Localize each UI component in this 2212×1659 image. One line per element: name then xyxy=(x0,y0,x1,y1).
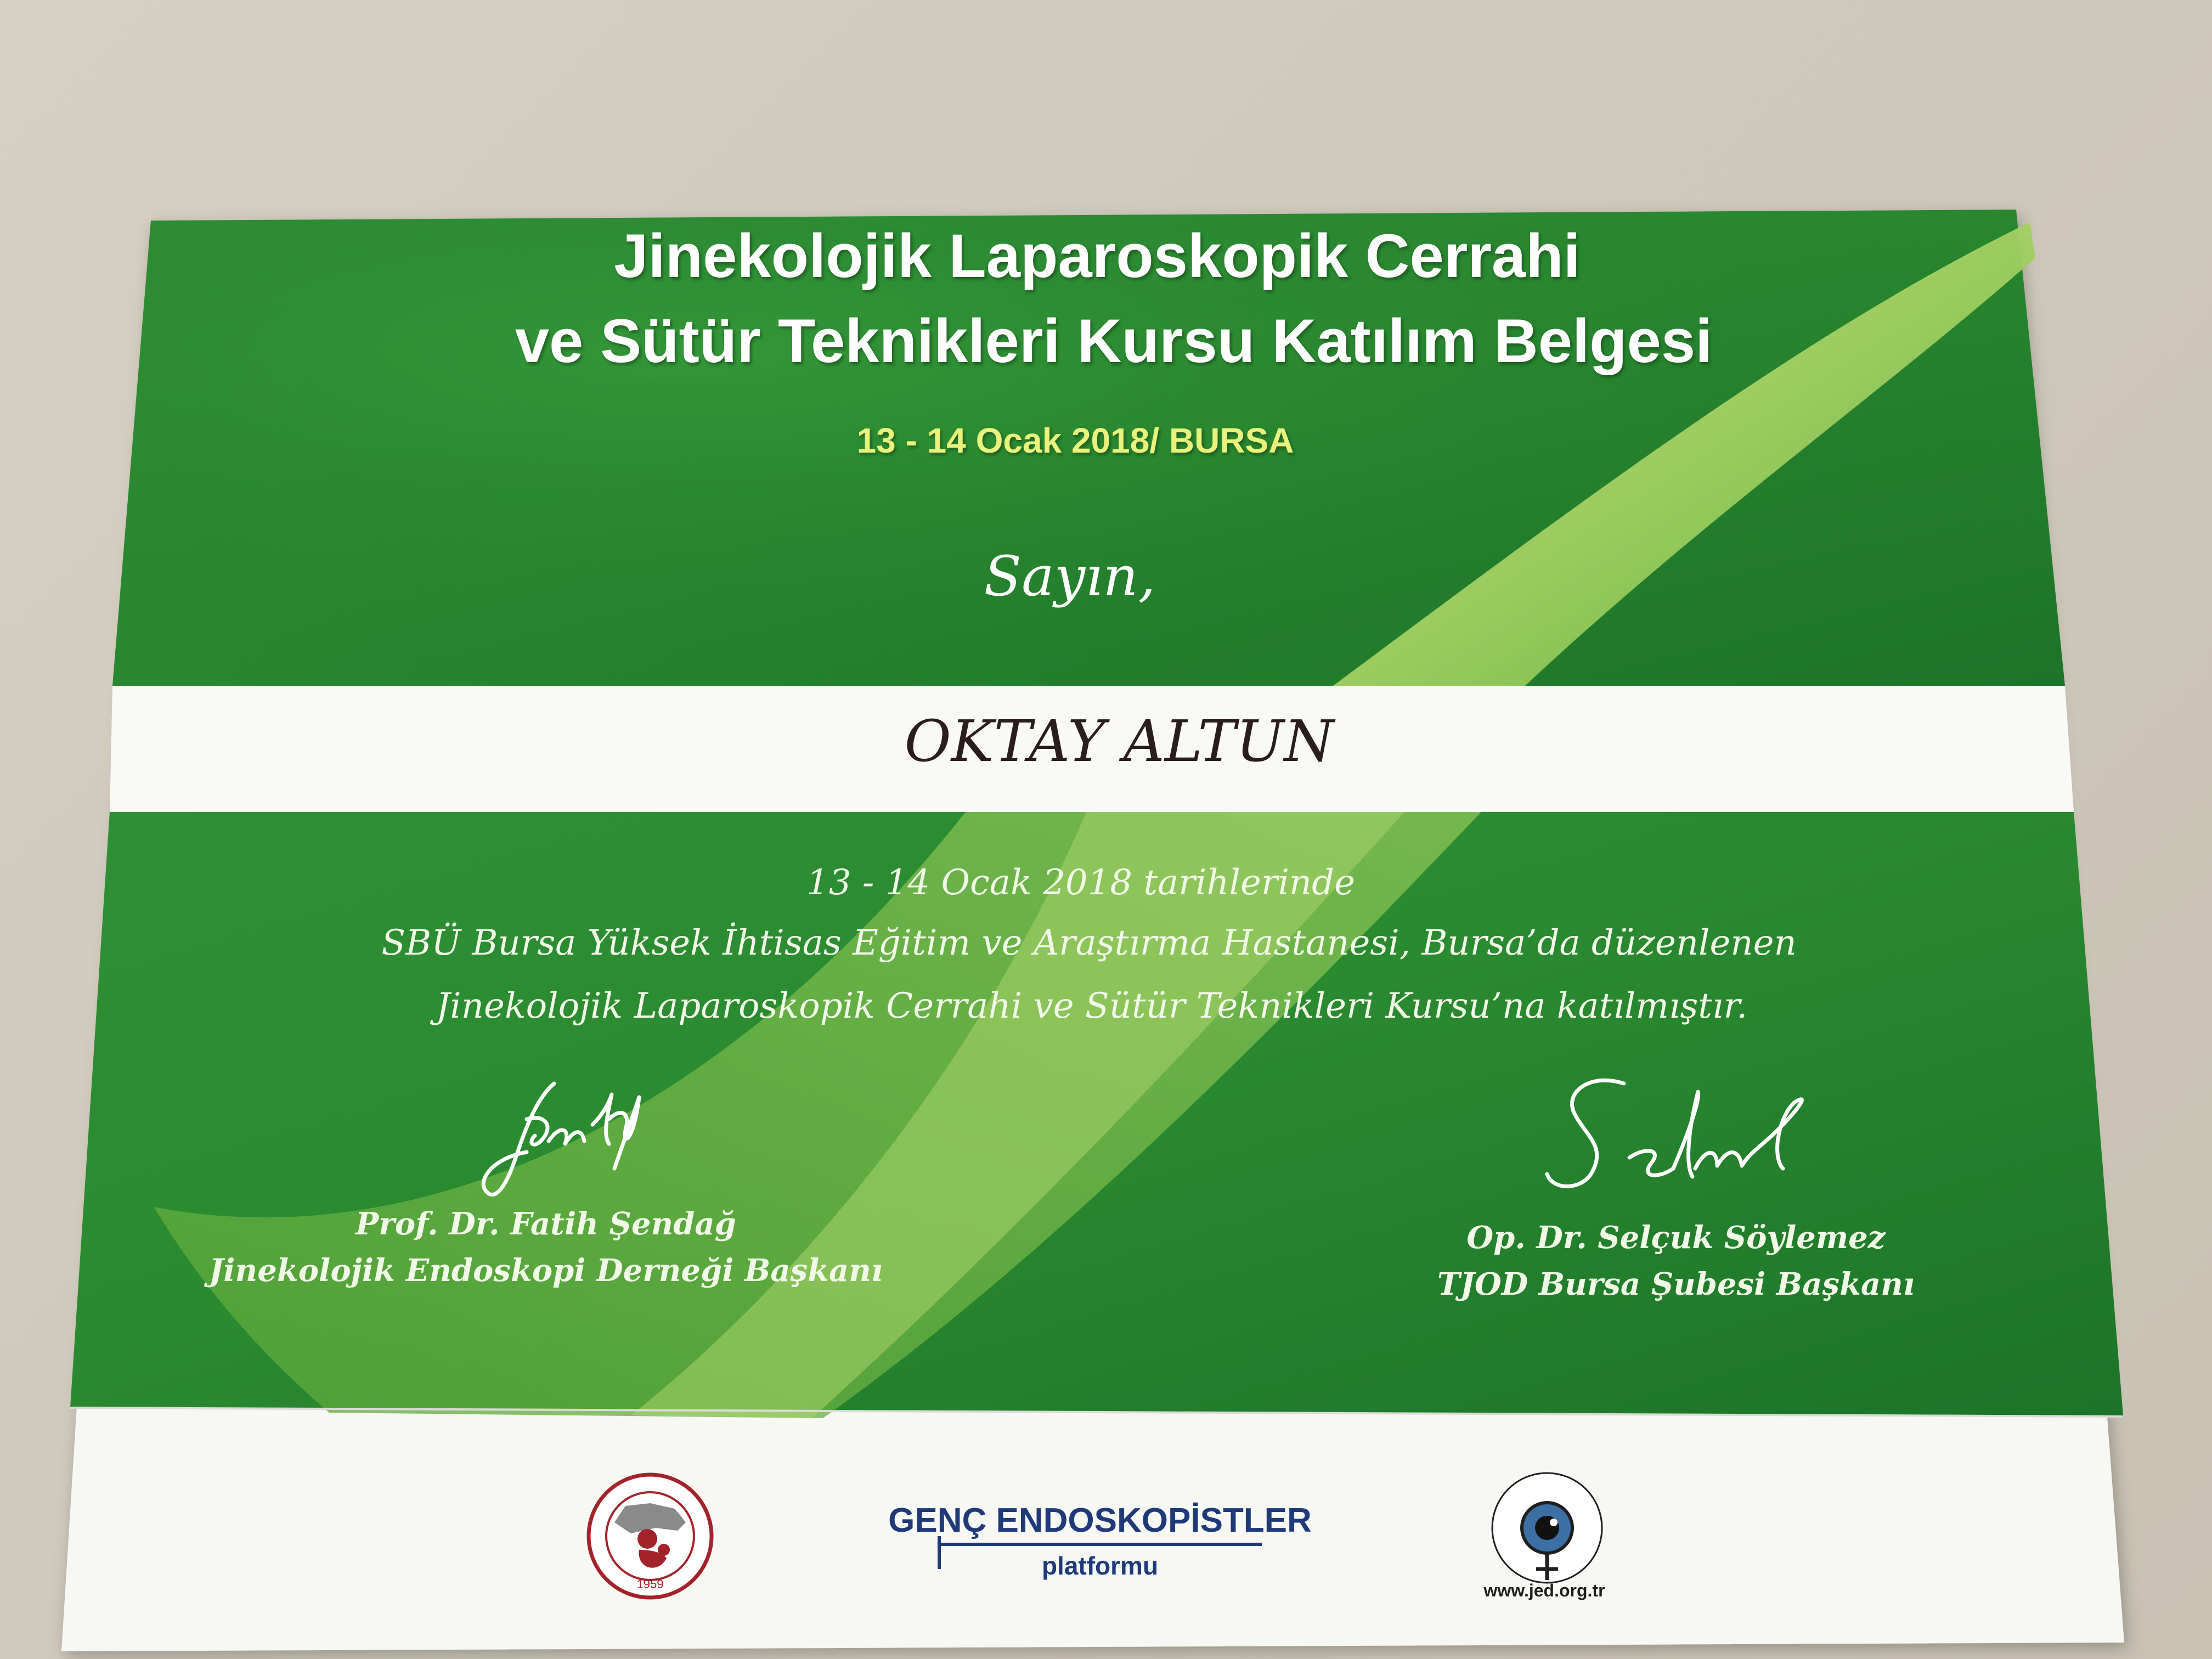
body-text-line2: SBÜ Bursa Yüksek İhtisas Eğitim ve Araştırma Hastanesi, Bursa’da düzenlenen xyxy=(381,923,1797,963)
certificate-title-line2: ve Sütür Teknikleri Kursu Katılım Belgesi xyxy=(515,307,1713,375)
salutation: Sayın, xyxy=(984,544,1156,608)
tjod-year: 1959 xyxy=(636,1577,664,1591)
body-text-line3: Jinekolojik Laparoskopik Cerrahi ve Sütür Teknikleri Kursu’na katılmıştır. xyxy=(436,986,1748,1026)
genc-endoskopistler-subtitle: platformu xyxy=(1041,1551,1159,1580)
jed-url: www.jed.org.tr xyxy=(1483,1581,1605,1600)
signatory-left-name: Prof. Dr. Fatih Şendağ xyxy=(356,1206,736,1242)
body-text-line1: 13 - 14 Ocak 2018 tarihlerinde xyxy=(806,862,1355,903)
date-location: 13 - 14 Ocak 2018/ BURSA xyxy=(856,421,1294,460)
tjod-ring-text xyxy=(0,0,1,1)
tjod-logo xyxy=(589,1475,712,1598)
signatory-left-title: Jinekolojik Endoskopi Derneği Başkanı xyxy=(208,1252,883,1289)
signatory-right-title: TJOD Bursa Şubesi Başkanı xyxy=(1437,1266,1915,1302)
signatory-right-name: Op. Dr. Selçuk Söylemez xyxy=(1466,1220,1886,1256)
recipient-name: OKTAY ALTUN xyxy=(904,708,1334,775)
genc-endoskopistler-title: GENÇ ENDOSKOPİSTLER xyxy=(888,1502,1312,1539)
certificate-title-line1: Jinekolojik Laparoskopik Cerrahi xyxy=(614,222,1581,290)
